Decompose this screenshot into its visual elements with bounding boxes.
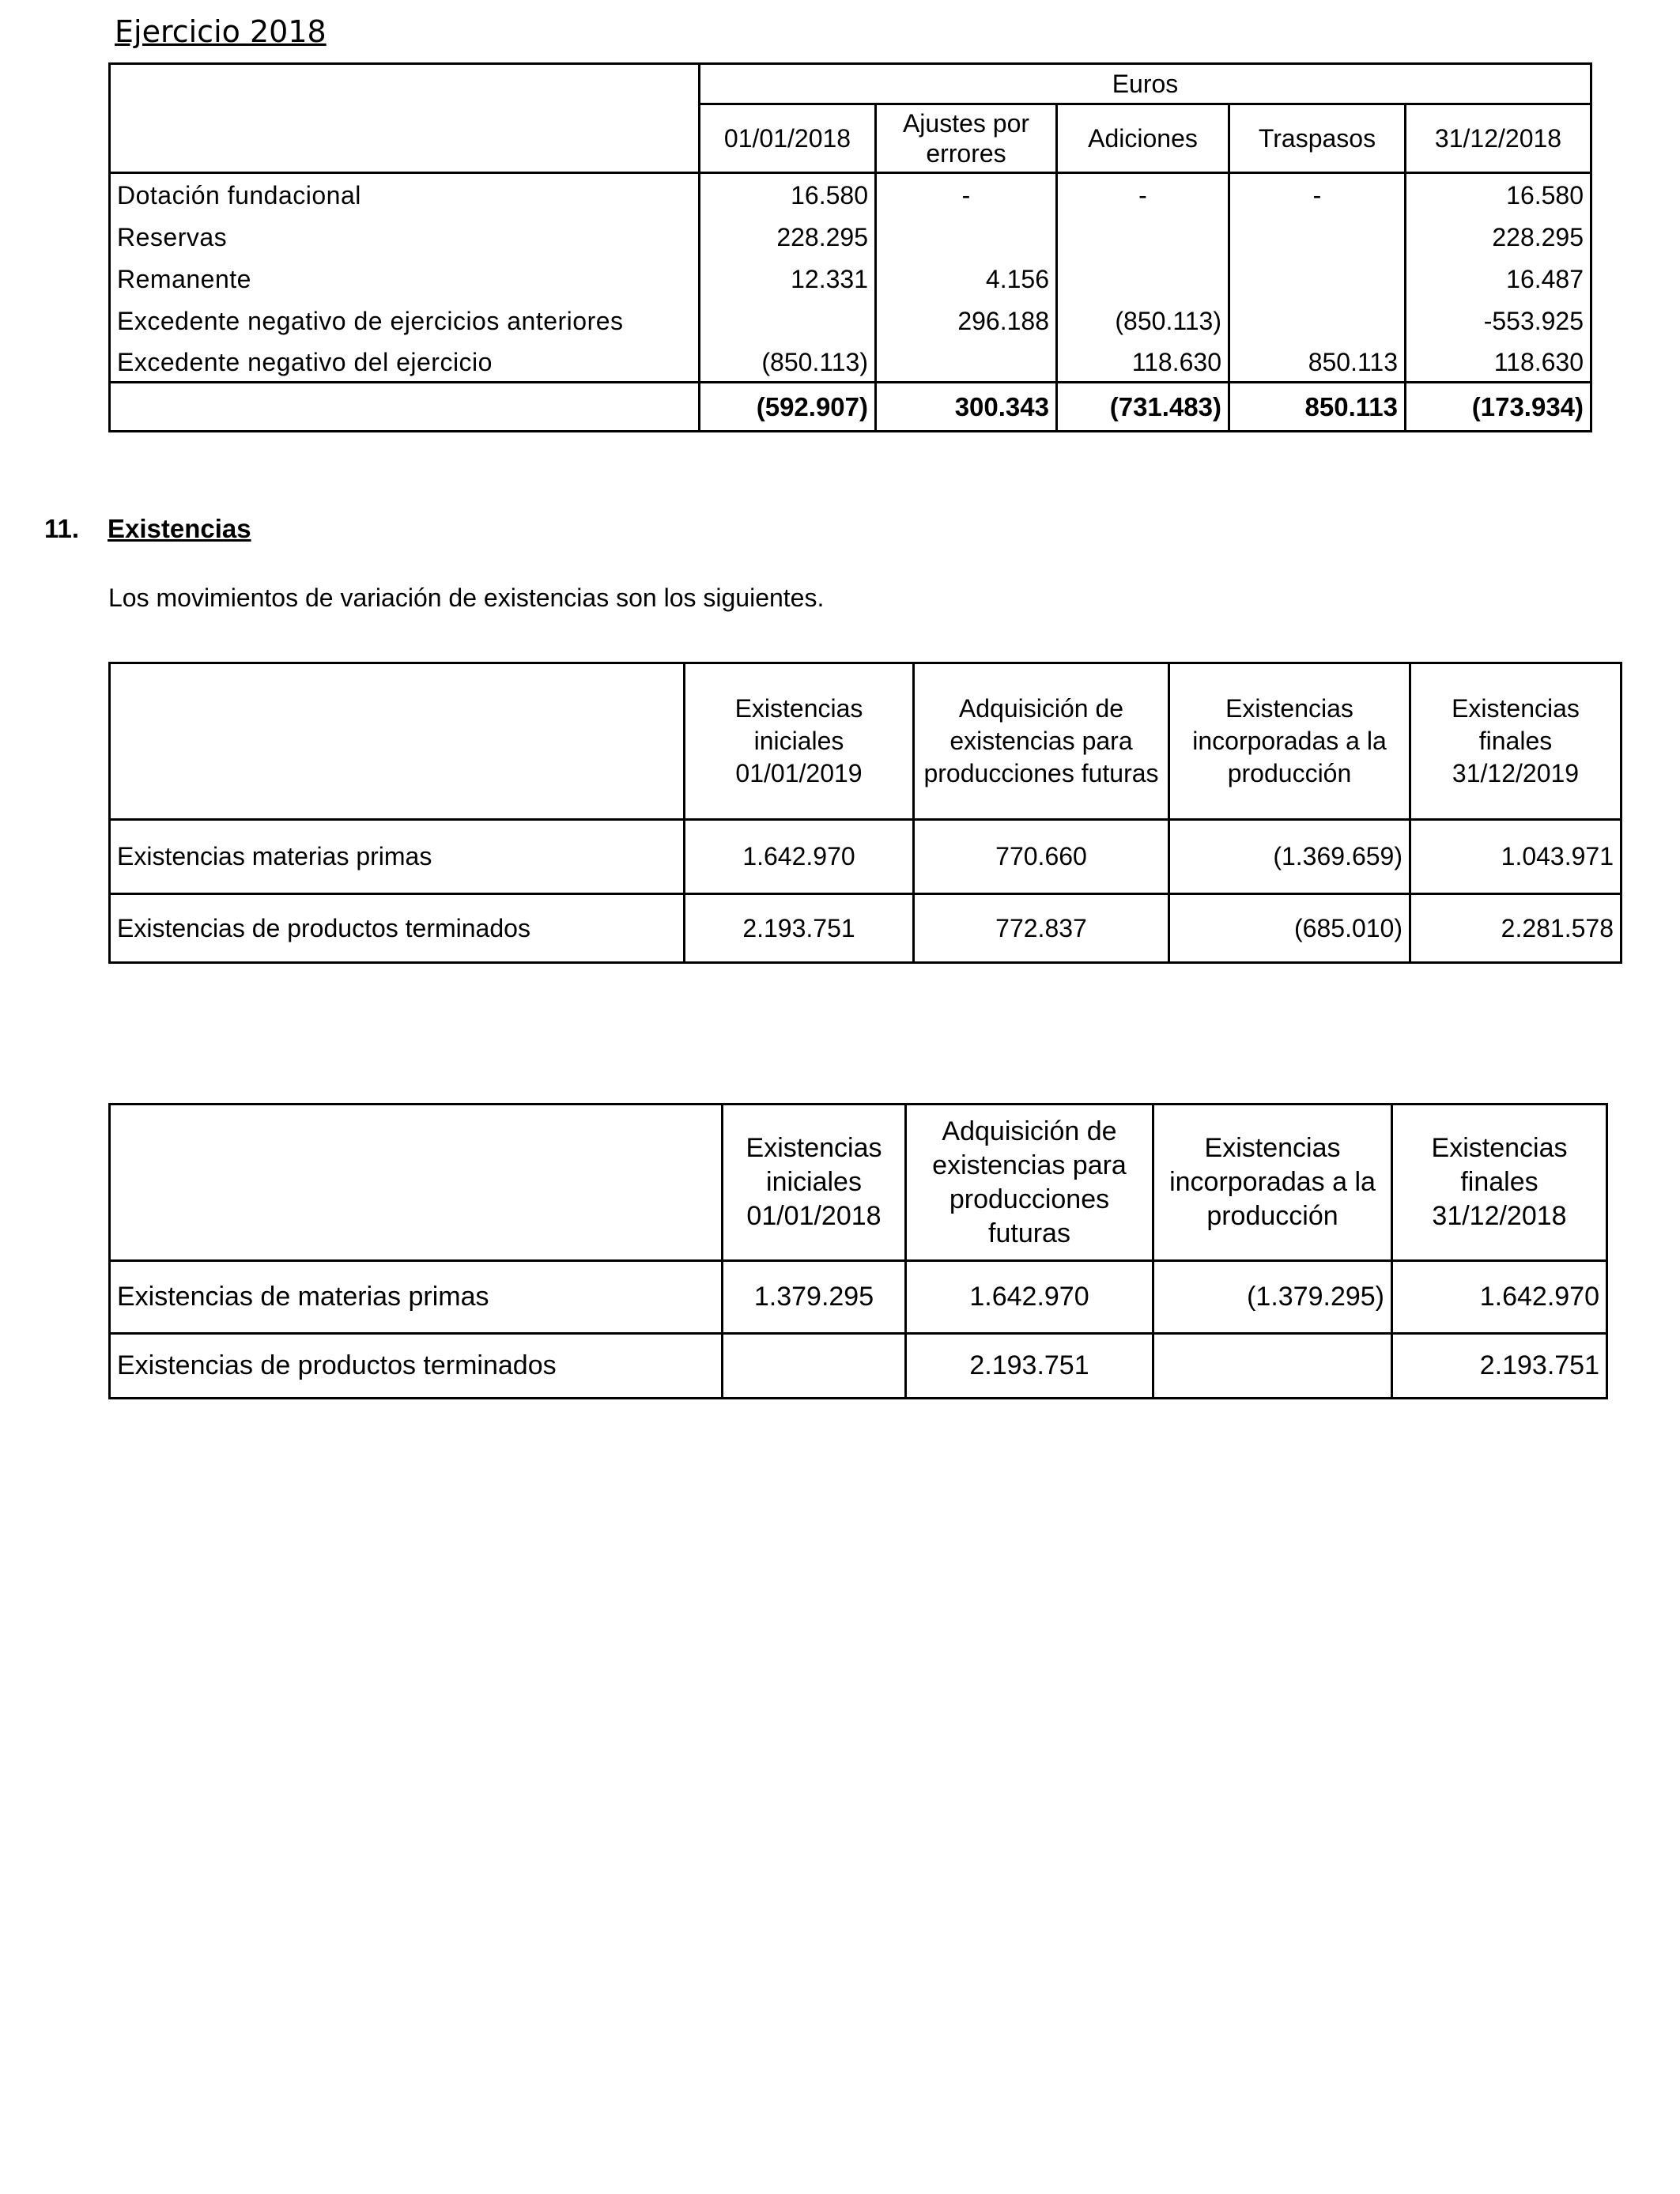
cell-value: 850.113 <box>1229 341 1406 383</box>
cell-value: 12.331 <box>700 257 876 299</box>
table-row <box>110 299 1591 341</box>
cell-value: (1.369.659) <box>1169 820 1410 894</box>
cell-value: 1.642.970 <box>685 820 914 894</box>
row-label: Existencias materias primas <box>110 820 685 894</box>
row-label: Existencias de productos terminados <box>110 894 685 963</box>
stock-header-blank <box>110 663 685 820</box>
cell-value: 2.281.578 <box>1410 894 1621 963</box>
stock-movements-2018-table <box>108 1103 1608 1399</box>
section-title <box>44 514 251 544</box>
equity-col-header: Ajustes por errores <box>876 104 1057 173</box>
cell-value: 772.837 <box>914 894 1169 963</box>
cell-value: (850.113) <box>1057 299 1229 341</box>
cell-value <box>1229 257 1406 299</box>
cell-value: - <box>1057 173 1229 215</box>
equity-currency-header: Euros <box>700 64 1591 104</box>
cell-value: 228.295 <box>1406 215 1591 257</box>
equity-col-header: 01/01/2018 <box>700 104 876 173</box>
table-row <box>110 1261 1607 1334</box>
cell-value: 16.487 <box>1406 257 1591 299</box>
cell-value: 1.642.970 <box>1392 1261 1607 1334</box>
stock-col-header: Existencias finales 31/12/2018 <box>1392 1105 1607 1261</box>
stock-col-header: Existencias iniciales 01/01/2018 <box>723 1105 906 1261</box>
table-row <box>110 1334 1607 1399</box>
stock-col-header: Adquisición de existencias para producciones futuras <box>914 663 1169 820</box>
cell-value <box>1229 215 1406 257</box>
total-value: (173.934) <box>1406 383 1591 432</box>
cell-value: -553.925 <box>1406 299 1591 341</box>
equity-col-header: Adiciones <box>1057 104 1229 173</box>
section-number: 11. <box>44 514 80 543</box>
total-value: 300.343 <box>876 383 1057 432</box>
cell-value <box>700 299 876 341</box>
cell-value: 16.580 <box>1406 173 1591 215</box>
cell-value: - <box>1229 173 1406 215</box>
row-label: Excedente negativo de ejercicios anteriores <box>110 299 700 341</box>
cell-value: 228.295 <box>700 215 876 257</box>
cell-value: 4.156 <box>876 257 1057 299</box>
total-value: (592.907) <box>700 383 876 432</box>
cell-value: 1.043.971 <box>1410 820 1621 894</box>
row-label: Existencias de materias primas <box>110 1261 723 1334</box>
equity-header-blank <box>110 64 700 173</box>
cell-value: (1.379.295) <box>1153 1261 1392 1334</box>
row-label: Reservas <box>110 215 700 257</box>
cell-value: 1.642.970 <box>906 1261 1153 1334</box>
stock-col-header: Existencias finales 31/12/2019 <box>1410 663 1621 820</box>
cell-value: 770.660 <box>914 820 1169 894</box>
total-value: 850.113 <box>1229 383 1406 432</box>
heading-ejercicio-2018: Ejercicio 2018 <box>115 14 327 49</box>
cell-value <box>723 1334 906 1399</box>
totals-row <box>110 383 1591 432</box>
row-label: Existencias de productos terminados <box>110 1334 723 1399</box>
cell-value: (685.010) <box>1169 894 1410 963</box>
row-label: Excedente negativo del ejercicio <box>110 341 700 383</box>
equity-col-header: 31/12/2018 <box>1406 104 1591 173</box>
table-row <box>110 341 1591 383</box>
cell-value <box>1153 1334 1392 1399</box>
table-row <box>110 257 1591 299</box>
cell-value: - <box>876 173 1057 215</box>
total-value: (731.483) <box>1057 383 1229 432</box>
intro-paragraph: Los movimientos de variación de existencias son los siguientes. <box>108 583 825 612</box>
cell-value <box>876 341 1057 383</box>
stock-col-header: Existencias iniciales 01/01/2019 <box>685 663 914 820</box>
cell-value <box>876 215 1057 257</box>
cell-value <box>1057 257 1229 299</box>
stock-movements-2019-table <box>108 662 1622 964</box>
row-label: Dotación fundacional <box>110 173 700 215</box>
cell-value: (850.113) <box>700 341 876 383</box>
cell-value: 2.193.751 <box>685 894 914 963</box>
cell-value: 16.580 <box>700 173 876 215</box>
totals-label-blank <box>110 383 700 432</box>
cell-value: 2.193.751 <box>906 1334 1153 1399</box>
cell-value: 118.630 <box>1057 341 1229 383</box>
stock-col-header: Existencias incorporadas a la producción <box>1169 663 1410 820</box>
cell-value <box>1229 299 1406 341</box>
table-row <box>110 173 1591 215</box>
section-title-text: Existencias <box>108 514 251 543</box>
row-label: Remanente <box>110 257 700 299</box>
table-row <box>110 215 1591 257</box>
table-row <box>110 894 1621 963</box>
cell-value <box>1057 215 1229 257</box>
stock-col-header: Adquisición de existencias para producciones futuras <box>906 1105 1153 1261</box>
cell-value: 118.630 <box>1406 341 1591 383</box>
stock-col-header: Existencias incorporadas a la producción <box>1153 1105 1392 1261</box>
equity-movements-table <box>108 62 1592 432</box>
equity-col-header: Traspasos <box>1229 104 1406 173</box>
cell-value: 1.379.295 <box>723 1261 906 1334</box>
table-row <box>110 820 1621 894</box>
cell-value: 296.188 <box>876 299 1057 341</box>
stock-header-blank <box>110 1105 723 1261</box>
cell-value: 2.193.751 <box>1392 1334 1607 1399</box>
